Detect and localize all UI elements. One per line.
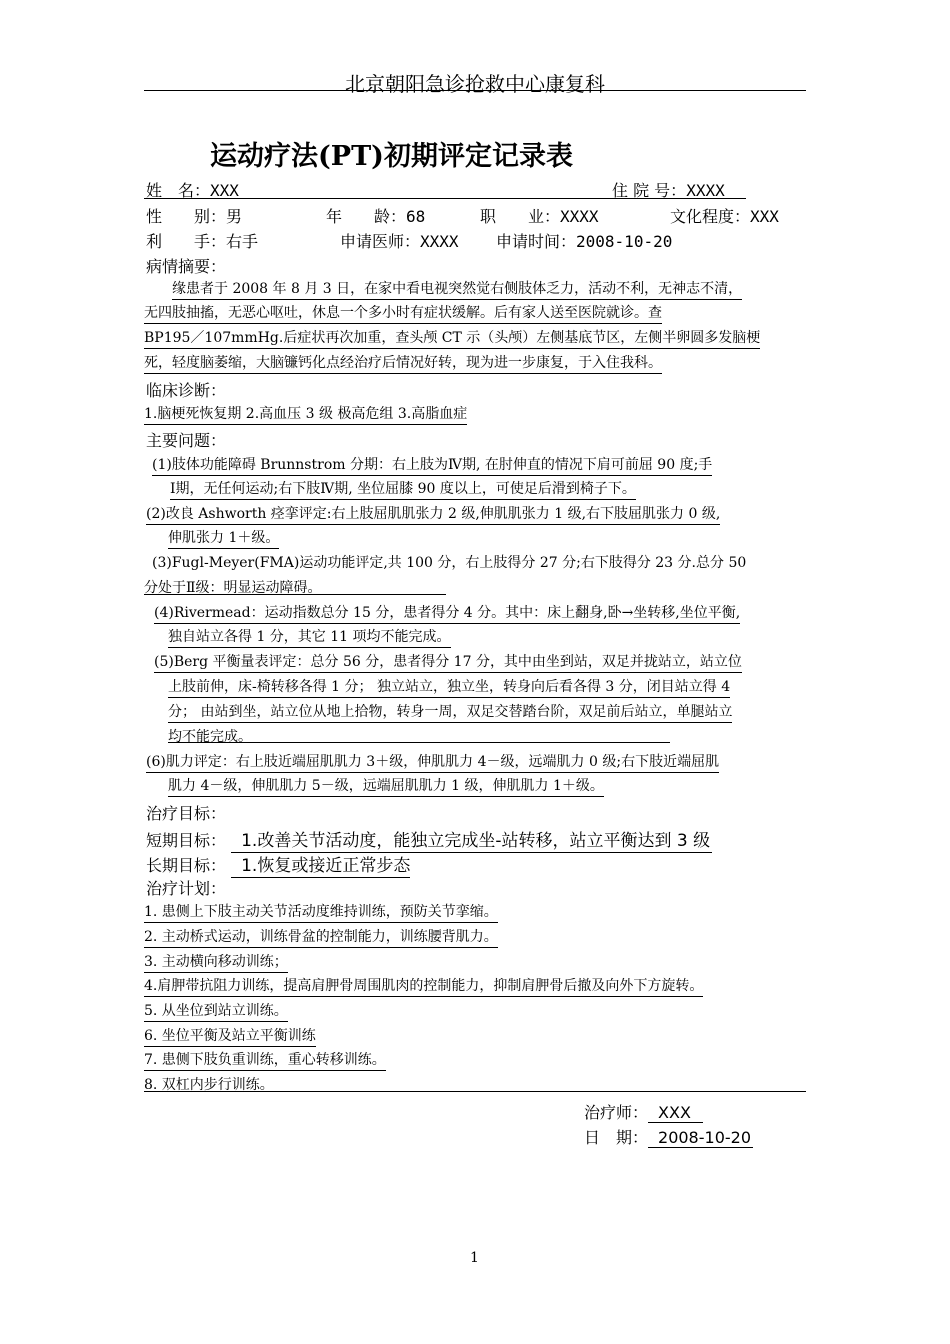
request-date-field — [496, 229, 672, 252]
short-goal-row — [146, 826, 712, 851]
problem-line: (1)肢体功能障碍 Brunnstrom 分期：右上肢为Ⅳ期, 在肘伸直的情况下肩可前屈 90 度;手 — [152, 454, 712, 476]
plan-item: 7. 患侧下肢负重训练，重心转移训练。 — [144, 1049, 386, 1071]
sex-label: 性 别： — [146, 207, 227, 226]
patient-name: XXX — [210, 181, 239, 200]
education-label: 文化程度： — [670, 207, 751, 226]
age-value: 68 — [406, 207, 426, 226]
long-goal-text: 1.恢复或接近正常步态 — [231, 856, 410, 878]
summary-line: 缘患者于 2008 年 8 月 3 日，在家中看电视突然觉右侧肢体乏力，活动不利，无神志不清， — [172, 278, 742, 300]
summary-line: 无四肢抽搐，无恶心呕吐，休息一个多小时有症状缓解。后有家人送至医院就诊。查 — [144, 302, 662, 324]
problem-line: 分； 由站到坐，站立位从地上拾物，转身一周，双足交替踏台阶，双足前后站立，单腿站立 — [168, 701, 732, 723]
summary-heading: 病情摘要： — [146, 257, 227, 276]
document-title: 运动疗法(PT)初期评定记录表 — [210, 141, 573, 172]
summary-line: BP195／107mmHg.后症状再次加重，查头颅 CT 示（头颅）左侧基底节区，左侧半卵圆多发脑梗 — [144, 327, 760, 349]
problem-underline — [144, 594, 446, 595]
summary-line: 死，轻度脑萎缩，大脑镰钙化点经治疗后情况好转，现为进一步康复，于入住我科。 — [144, 352, 662, 374]
plan-item: 6. 坐位平衡及站立平衡训练 — [144, 1025, 316, 1047]
long-goal-label: 长期目标： — [146, 856, 227, 875]
plan-item: 8. 双杠内步行训练。 — [144, 1077, 274, 1093]
plan-item: 4.肩胛带抗阻力训练，提高肩胛骨周围肌肉的控制能力，抑制肩胛骨后撤及向外下方旋转。 — [144, 975, 703, 997]
institution-header: 北京朝阳急诊抢救中心康复科 — [345, 72, 605, 96]
doctor-label: 申请医师： — [340, 232, 421, 251]
problem-line: (5)Berg 平衡量表评定：总分 56 分，患者得分 17 分，其中由坐到站，双足并拢站立，站立位 — [154, 651, 742, 673]
age-label: 年 龄： — [326, 207, 407, 226]
header-divider — [144, 90, 806, 91]
problem-line: (3)Fugl-Meyer(FMA)运动功能评定,共 100 分，右上肢得分 27 分;右下肢得分 23 分.总分 50 — [152, 555, 747, 571]
patient-name-label: 姓 名： — [146, 181, 211, 200]
signature-date-row — [584, 1125, 753, 1148]
problem-underline — [168, 742, 670, 743]
age-field — [326, 204, 425, 227]
plan-item: 5. 从坐位到站立训练。 — [144, 1000, 288, 1022]
plan-item: 3. 主动横向移动训练； — [144, 951, 288, 973]
problem-line: 分处于Ⅱ级：明显运动障碍。 — [144, 580, 322, 596]
problem-line: (2)改良 Ashworth 痉挛评定:右上肢屈肌肌张力 2 级,伸肌肌张力 1 级,右下肢屈肌张力 0 级, — [146, 503, 720, 525]
sex-field — [146, 204, 242, 227]
doctor-field — [340, 229, 459, 252]
admission-label: 住 院 号： — [612, 181, 687, 200]
job-field — [480, 204, 599, 227]
problem-line: (4)Rivermead：运动指数总分 15 分，患者得分 4 分。其中：床上翻身,卧→坐转移,坐位平衡, — [154, 602, 740, 624]
job-label: 职 业： — [480, 207, 561, 226]
plan-item: 1. 患侧上下肢主动关节活动度维持训练，预防关节挛缩。 — [144, 901, 498, 923]
job-value: XXXX — [560, 207, 599, 226]
signature-date: 2008-10-20 — [648, 1128, 753, 1148]
problem-line: 均不能完成。 — [168, 729, 252, 745]
plan-end-rule — [144, 1091, 806, 1092]
page-number: 1 — [470, 1250, 479, 1266]
short-goal-text: 1.改善关节活动度，能独立完成坐-站转移，站立平衡达到 3 级 — [231, 831, 712, 853]
problem-line: (6)肌力评定：右上肢近端屈肌肌力 3＋级，伸肌肌力 4－级，远端肌力 0 级;右下肢近端屈肌 — [146, 751, 719, 773]
short-goal-label: 短期目标： — [146, 831, 227, 850]
plan-item: 2. 主动桥式运动，训练骨盆的控制能力，训练腰背肌力。 — [144, 926, 498, 948]
request-date-label: 申请时间： — [496, 232, 577, 251]
request-date-value: 2008-10-20 — [576, 232, 673, 251]
goals-heading: 治疗目标： — [146, 804, 227, 823]
therapist-label: 治疗师： — [584, 1103, 649, 1122]
education-field — [670, 204, 779, 227]
sex-value: 男 — [226, 207, 243, 226]
admission-number: XXXX — [686, 181, 725, 200]
hand-label: 利 手： — [146, 232, 227, 251]
doctor-value: XXXX — [420, 232, 459, 251]
problem-line: Ⅰ期，无任何运动;右下肢Ⅳ期, 坐位屈膝 90 度以上，可使足后滑到椅子下。 — [170, 478, 636, 500]
diagnosis-text: 1.脑梗死恢复期 2.高血压 3 级 极高危组 3.高脂血症 — [144, 403, 467, 425]
problem-line: 肌力 4－级，伸肌肌力 5－级，远端屈肌肌力 1 级，伸肌肌力 1＋级。 — [168, 775, 604, 797]
diagnosis-heading: 临床诊断： — [146, 381, 227, 400]
plan-heading: 治疗计划： — [146, 879, 227, 898]
name-underline — [144, 198, 746, 199]
therapist-row — [584, 1100, 703, 1123]
long-goal-row — [146, 851, 410, 876]
hand-value: 右手 — [226, 232, 259, 251]
signature-date-label: 日 期： — [584, 1128, 649, 1147]
problem-line: 伸肌张力 1＋级。 — [168, 527, 279, 549]
problem-line: 独自站立各得 1 分，其它 11 项均不能完成。 — [168, 626, 451, 648]
therapist-name: XXX — [648, 1103, 703, 1123]
problems-heading: 主要问题： — [146, 431, 227, 450]
education-value: XXX — [750, 207, 779, 226]
problem-line: 上肢前伸，床-椅转移各得 1 分； 独立站立，独立坐，转身向后看各得 3 分，闭目站立得 4 — [168, 676, 730, 698]
hand-field — [146, 229, 258, 252]
